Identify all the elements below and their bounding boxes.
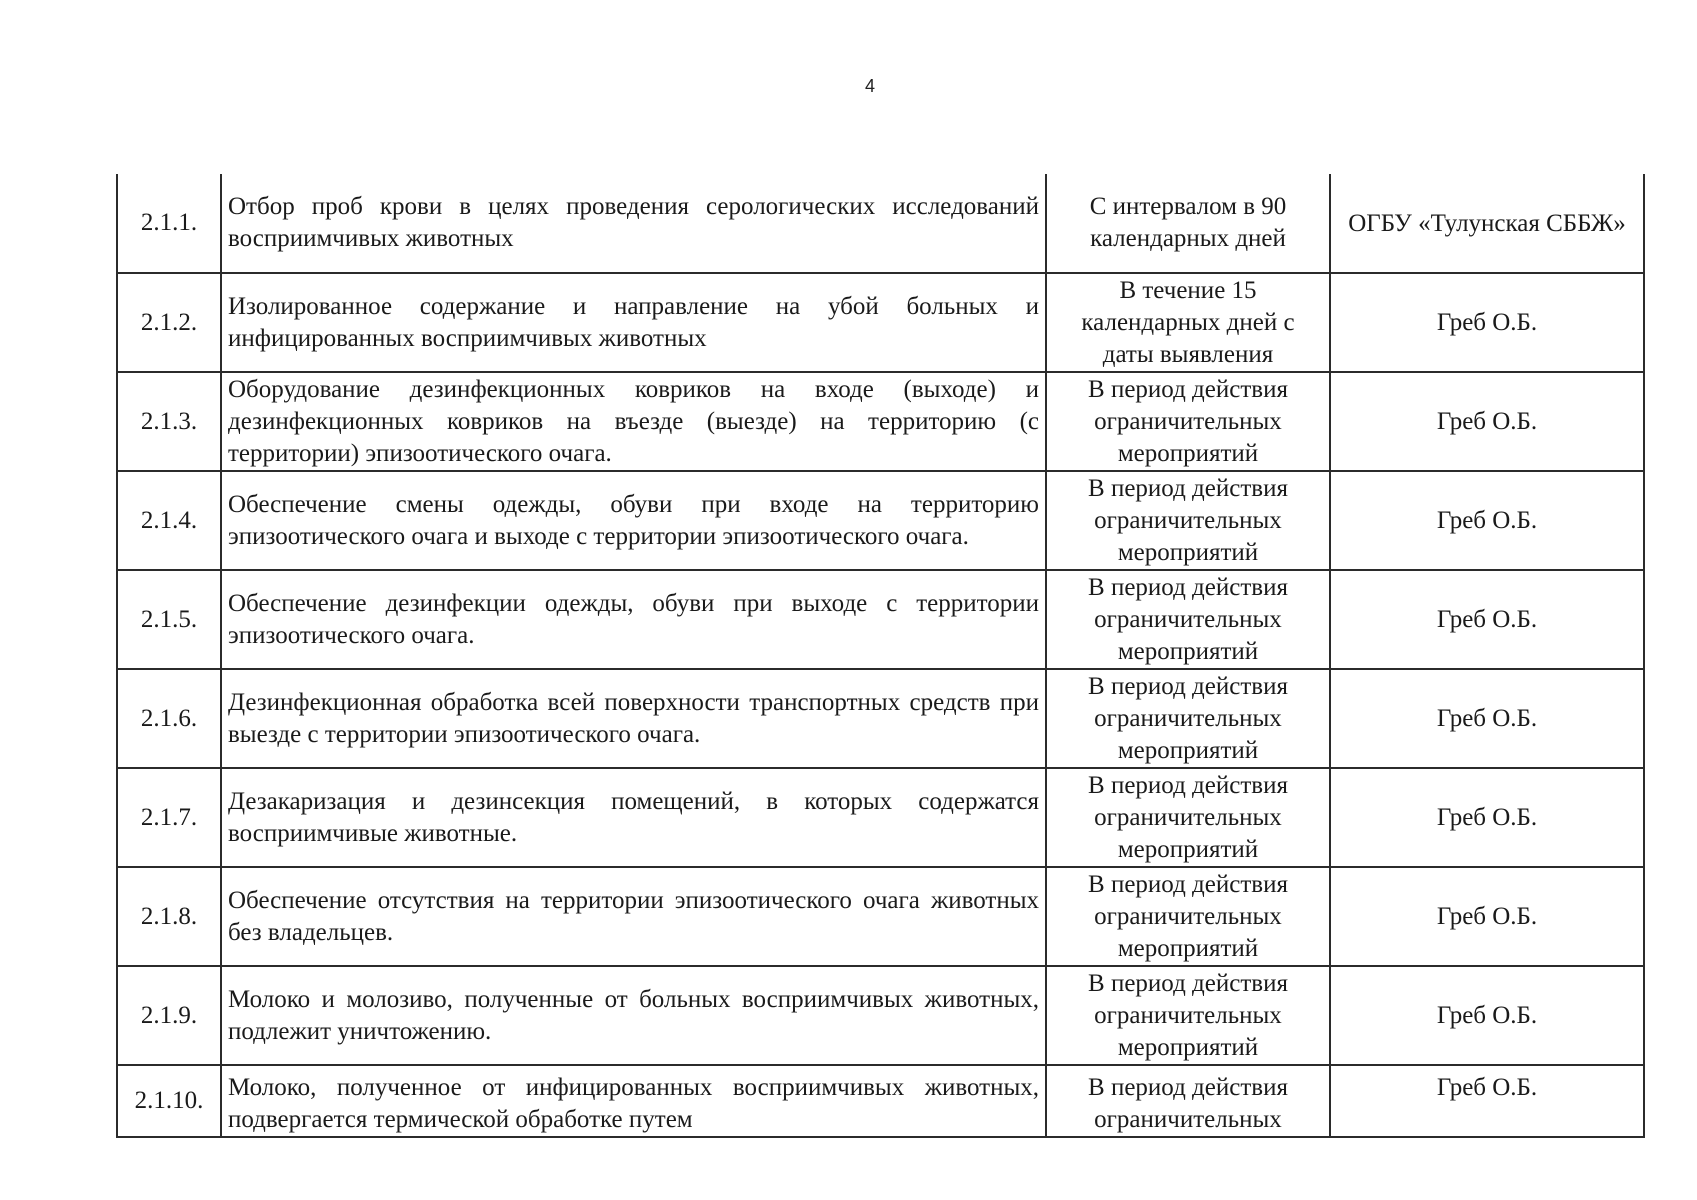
item-responsible: Греб О.Б. [1330, 1065, 1644, 1137]
item-number: 2.1.6. [117, 669, 221, 768]
item-description: Отбор проб крови в целях проведения серологических исследований восприимчивых животных [221, 174, 1046, 273]
item-description: Обеспечение смены одежды, обуви при входе на территорию эпизоотического очага и выходе с территории эпизоотического очага. [221, 471, 1046, 570]
item-term: В период действия ограничительных мероприятий [1046, 570, 1330, 669]
item-responsible: Греб О.Б. [1330, 966, 1644, 1065]
item-number: 2.1.7. [117, 768, 221, 867]
item-description: Изолированное содержание и направление на убой больных и инфицированных восприимчивых животных [221, 273, 1046, 372]
table-row [117, 273, 1644, 372]
item-description: Оборудование дезинфекционных ковриков на входе (выходе) и дезинфекционных ковриков на въезде (выезде) на территорию (с территории) эпизоотического очага. [221, 372, 1046, 471]
item-number: 2.1.5. [117, 570, 221, 669]
item-term: В период действия ограничительных мероприятий [1046, 867, 1330, 966]
item-responsible: Греб О.Б. [1330, 471, 1644, 570]
table-row [117, 570, 1644, 669]
item-description: Молоко и молозиво, полученные от больных восприимчивых животных, подлежит уничтожению. [221, 966, 1046, 1065]
page-number: 4 [864, 76, 875, 96]
item-description: Дезинфекционная обработка всей поверхности транспортных средств при выезде с территории эпизоотического очага. [221, 669, 1046, 768]
item-number: 2.1.3. [117, 372, 221, 471]
item-number: 2.1.2. [117, 273, 221, 372]
item-number: 2.1.1. [117, 174, 221, 273]
item-term: В период действия ограничительных мероприятий [1046, 471, 1330, 570]
measures-table [116, 174, 1645, 1138]
item-description: Молоко, полученное от инфицированных восприимчивых животных, подвергается термической обработке путем [221, 1065, 1046, 1137]
item-number: 2.1.10. [117, 1065, 221, 1137]
table-row [117, 1065, 1644, 1137]
item-term: В период действия ограничительных мероприятий [1046, 768, 1330, 867]
item-term: В течение 15 календарных дней с даты выявления [1046, 273, 1330, 372]
table-row [117, 867, 1644, 966]
item-responsible: Греб О.Б. [1330, 669, 1644, 768]
table-row [117, 768, 1644, 867]
item-responsible: Греб О.Б. [1330, 768, 1644, 867]
item-responsible: Греб О.Б. [1330, 867, 1644, 966]
table-row [117, 966, 1644, 1065]
item-number: 2.1.4. [117, 471, 221, 570]
item-term: В период действия ограничительных [1046, 1065, 1330, 1137]
item-number: 2.1.8. [117, 867, 221, 966]
item-term: В период действия ограничительных мероприятий [1046, 372, 1330, 471]
item-term: В период действия ограничительных мероприятий [1046, 966, 1330, 1065]
item-description: Обеспечение отсутствия на территории эпизоотического очага животных без владельцев. [221, 867, 1046, 966]
table-row [117, 372, 1644, 471]
item-description: Обеспечение дезинфекции одежды, обуви при выходе с территории эпизоотического очага. [221, 570, 1046, 669]
table-row [117, 669, 1644, 768]
item-term: В период действия ограничительных мероприятий [1046, 669, 1330, 768]
item-term: С интервалом в 90 календарных дней [1046, 174, 1330, 273]
table-row [117, 174, 1644, 273]
item-responsible: Греб О.Б. [1330, 372, 1644, 471]
item-responsible: Греб О.Б. [1330, 570, 1644, 669]
table-row [117, 471, 1644, 570]
item-description: Дезакаризация и дезинсекция помещений, в которых содержатся восприимчивые животные. [221, 768, 1046, 867]
item-responsible: Греб О.Б. [1330, 273, 1644, 372]
item-responsible: ОГБУ «Тулунская СББЖ» [1330, 174, 1644, 273]
item-number: 2.1.9. [117, 966, 221, 1065]
